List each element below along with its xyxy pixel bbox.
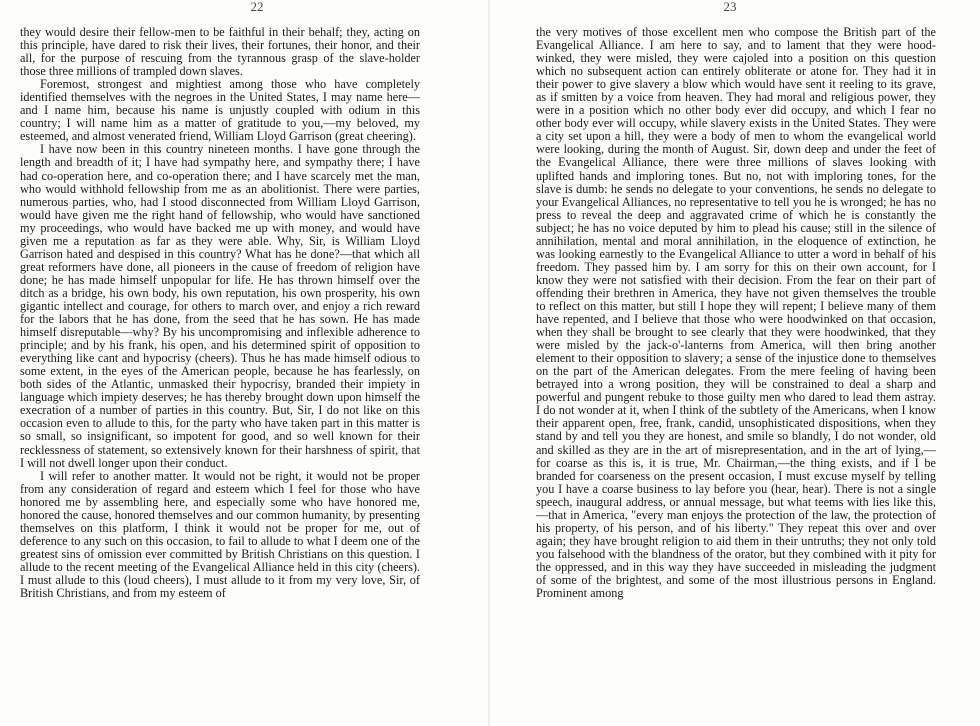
page-text <box>536 26 936 600</box>
paragraph: they would desire their fellow-men to be faithful in their behalf; they, acting on this principle, have dared to risk their lives, their fortunes, their honor, and their all, for the purpose of rescuing from the tyrannous grasp of the slave-holder those three millions of trampled down slaves. <box>20 25 420 79</box>
paragraph: Foremost, strongest and mightiest among those who have completely identified themselves with the negroes in the United States, I may name here—and I name him, because his name is unjustly coupled with odium in this country; I will name him as a matter of gratitude to you,—my beloved, my esteemed, and almost venerated friend, William Lloyd Garrison (great cheering). <box>20 77 420 144</box>
paragraph: I have now been in this country nineteen months. I have gone through the length and breadth of it; I have had sympathy here, and sympathy there; I have had co-operation here, and co-operation there; and I have scarcely met the man, who would withhold fellowship from me as an abolitionist. There were parties, numerous parties, who, had I stood disconnected from William Lloyd Garrison, would have given me the right hand of fellowship, who would have sanctioned my proceedings, who would have backed me up with money, and would have given me a reputation as far as they were able. Why, Sir, is William Lloyd Garrison hated and despised in this country? What has he done?—that which all great reformers have done, all pioneers in the cause of freedom of religion have done; he has made himself unpopular for life. He has thrown himself over the ditch as a bridge, his own body, his own reputation, his own prosperity, his own gigantic intellect and courage, for others to march over, and enjoy a rich reward for the labors that he has done, from the seed that he has sown. He has made himself disreputable—why? By his uncompromising and inflexible adherence to principle; and by his frank, his open, and his determined spirit of opposition to everything like cant and hypocrisy (cheers). Thus he has made himself odious to some extent, in the eyes of the American people, because he has fearlessly, on both sides of the Atlantic, unmasked their hypocrisy, branded their impiety in language which impiety deserves; he has thereby brought down upon himself the execration of a number of parties in this country. But, Sir, I do not like on this occasion even to allude to this, for the party who have taken part in this matter is so small, so insignificant, so impotent for good, and so well known for their recklessness of statement, so extensively known for their harshness of spirit, that I will not dwell longer upon their conduct. <box>20 142 420 470</box>
page-number: 22 <box>250 0 264 14</box>
right-page <box>490 0 980 726</box>
paragraph: the very motives of those excellent men who compose the British part of the Evangelical Alliance. I am here to say, and to lament that they were hood-winked, they were misled, they were cajoled into a position on this question which no subsequent action can entirely obliterate or atone for. They had it in their power to give slavery a blow which would have sent it reeling to its grave, as if smitten by a voice from heaven. They had moral and religious power, they were in a position which no other body ever did occupy, and which I fear no other body ever will occupy, while slavery exists in the United States. They were a city set upon a hill, they were a body of men to whom the evangelical world were looking, during the month of August. Sir, down deep and under the feet of the Evangelical Alliance, there were three millions of slaves looking with uplifted hands and imploring tones. But no, not with imploring tones, for the slave is dumb: he sends no delegate to your conventions, he sends no delegate to your Evangelical Alliances, no representative to tell you he is wronged; he has no press to reveal the deep and aggravated crime of which he is constantly the subject; he has no voice deputed by him to plead his cause; still in the silence of annihilation, mental and moral annihilation, in the eloquence of extinction, he was looking earnestly to the Evangelical Alliance to utter a word in behalf of his freedom. They passed him by. I am sorry for this on their own account, for I know they were not satisfied with their decision. From the fear on their part of offending their brethren in America, they have not given themselves the trouble to reflect on this matter, but still I hope they will repent; I believe many of them have repented, and I believe that those who were hoodwinked on that occasion, when they shall be brought to see clearly that they were hoodwinked, that they were misled by the jack-o'-lanterns from America, will then bring another element to their opposition to slavery; a sense of the injustice done to themselves on the part of the American delegates. From the mere feeling of having been betrayed into a wrong position, they will be constrained to deal a sharp and powerful and pungent rebuke to those guilty men who dared to lead them astray. I do not wonder at it, when I think of the subtlety of the Americans, when I know their apparent open, free, frank, candid, unsophisticated dispositions, when they stand by and tell you they are honest, and smile so blandly, I do not wonder, old and skilled as they are in the art of misrepresentation, and in the art of lying,—for coarse as this is, it is true, Mr. Chairman,—the thing exists, and if I be branded for coarseness on the present occasion, I must excuse myself by telling you I have a coarse business to lay before you (hear, hear). There is not a single speech, inaugural address, or annual message, but what teems with lies like this,—that in America, "every man enjoys the protection of the law, the protection of his property, of his person, and of his liberty." They repeat this over and over again; they have brought religion to aid them in their untruths; they not only told you falsehood with the blandness of the orator, but they combined with it pity for the oppressed, and in this way they have succeeded in misleading the judgment of some of the brightest, and some of the most illustrious persons in England. Prominent among <box>536 25 936 601</box>
paragraph: I will refer to another matter. It would not be right, it would not be proper from any consideration of regard and esteem which I feel for those who have honored me by assembling here, and especially some who have honored me, honored the cause, honored themselves and our common humanity, by presenting themselves on this platform, I think it would not be proper for me, out of deference to any such on this occasion, to fail to allude to what I deem one of the greatest sins of omission ever committed by British Christians on this question. I allude to the recent meeting of the Evangelical Alliance held in this city (cheers). I must allude to this (loud cheers), I must allude to it from my very love, Sir, of British Christians, and from my esteem of <box>20 468 420 601</box>
page-number: 23 <box>723 0 737 14</box>
page-text <box>20 26 420 600</box>
